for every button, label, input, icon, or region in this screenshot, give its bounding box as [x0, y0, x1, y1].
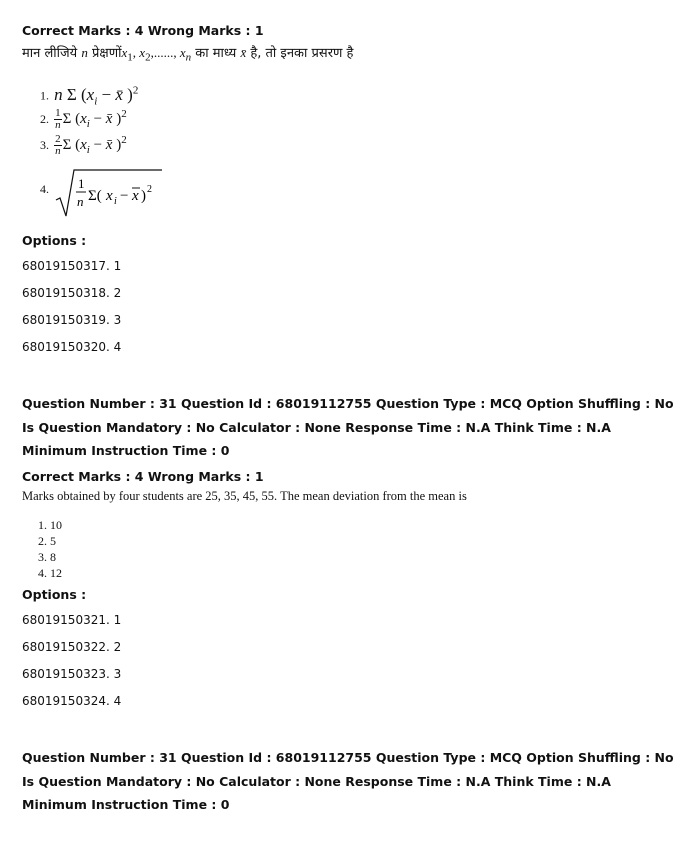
svg-text:2: 2 [147, 184, 153, 195]
q1-option-id-2: 68019150318. 2 [22, 286, 122, 300]
q2-marks: Correct Marks : 4 Wrong Marks : 1 [22, 469, 264, 484]
q1-question-part1: मान लीजिये [22, 46, 78, 61]
q2-option-id-4: 68019150324. 4 [22, 694, 122, 708]
q1-question-text: मान लीजिये n $प्रेक्षणोंx_1$, $x_2$,......, $x_n$ का माध्य x̄ है, तो इनका प्रसरण है [22, 45, 354, 64]
q1-option-id-4: 68019150320. 4 [22, 340, 122, 354]
q3-header-line3: Minimum Instruction Time : 0 [22, 797, 230, 812]
q1-question-part2: प्रेक्षणों [92, 46, 122, 61]
q2-header-line1: Question Number : 31 Question Id : 68019112755 Question Type : MCQ Option Shuffling : No [22, 396, 674, 411]
q2-header-line2: Is Question Mandatory : No Calculator : None Response Time : N.A Think Time : N.A [22, 420, 611, 435]
q2-choice-3: 3. 8 [38, 550, 56, 564]
q1-choice-4: $_{4.}$ 1 n Σ( x i − x ) 2 [40, 168, 164, 220]
q1-option-id-1: 68019150317. 1 [22, 259, 122, 273]
svg-text:): ) [141, 188, 147, 204]
sqrt-formula-icon [54, 168, 164, 220]
q2-option-id-3: 68019150323. 3 [22, 667, 122, 681]
q1-choice-2: 2. $\frac{1}{n}$ Σ ($x_i$ − x̄ )$^2$ [40, 107, 127, 132]
q1-choice-1: 1. n Σ ($x_i$ − x̄ )$^2$ [40, 84, 139, 108]
q1-marks: Correct Marks : 4 Wrong Marks : 1 [22, 23, 264, 38]
q1-options-label: Options : [22, 233, 87, 248]
svg-text:n: n [77, 194, 84, 209]
q3-header-line2: Is Question Mandatory : No Calculator : None Response Time : N.A Think Time : N.A [22, 774, 611, 789]
q1-choice-3: 3. $\frac{2}{n}$ Σ ($x_i$ − x̄ )$^2$ [40, 133, 127, 158]
q2-choice-4: 4. 12 [38, 566, 62, 580]
q3-header-line1: Question Number : 31 Question Id : 68019112755 Question Type : MCQ Option Shuffling : No [22, 750, 674, 765]
q2-choice-2: 2. 5 [38, 534, 56, 548]
svg-text:1: 1 [78, 176, 85, 191]
q1-option-id-3: 68019150319. 3 [22, 313, 122, 327]
svg-text:−: − [120, 188, 129, 204]
q2-header-line3: Minimum Instruction Time : 0 [22, 443, 230, 458]
q2-option-id-2: 68019150322. 2 [22, 640, 122, 654]
svg-text:x: x [132, 188, 139, 204]
svg-text:x: x [106, 188, 113, 204]
q1-question-part4: है, तो इनका प्रसरण है [250, 46, 354, 61]
q2-question-text: Marks obtained by four students are 25, 35, 45, 55. The mean deviation from the mean is [22, 489, 467, 503]
q1-question-part3: का माध्य [195, 46, 237, 61]
svg-text:i: i [114, 196, 117, 207]
q2-options-label: Options : [22, 587, 87, 602]
svg-text:Σ(: Σ( [88, 188, 102, 204]
q2-option-id-1: 68019150321. 1 [22, 613, 122, 627]
q2-choice-1: 1. 10 [38, 518, 62, 532]
